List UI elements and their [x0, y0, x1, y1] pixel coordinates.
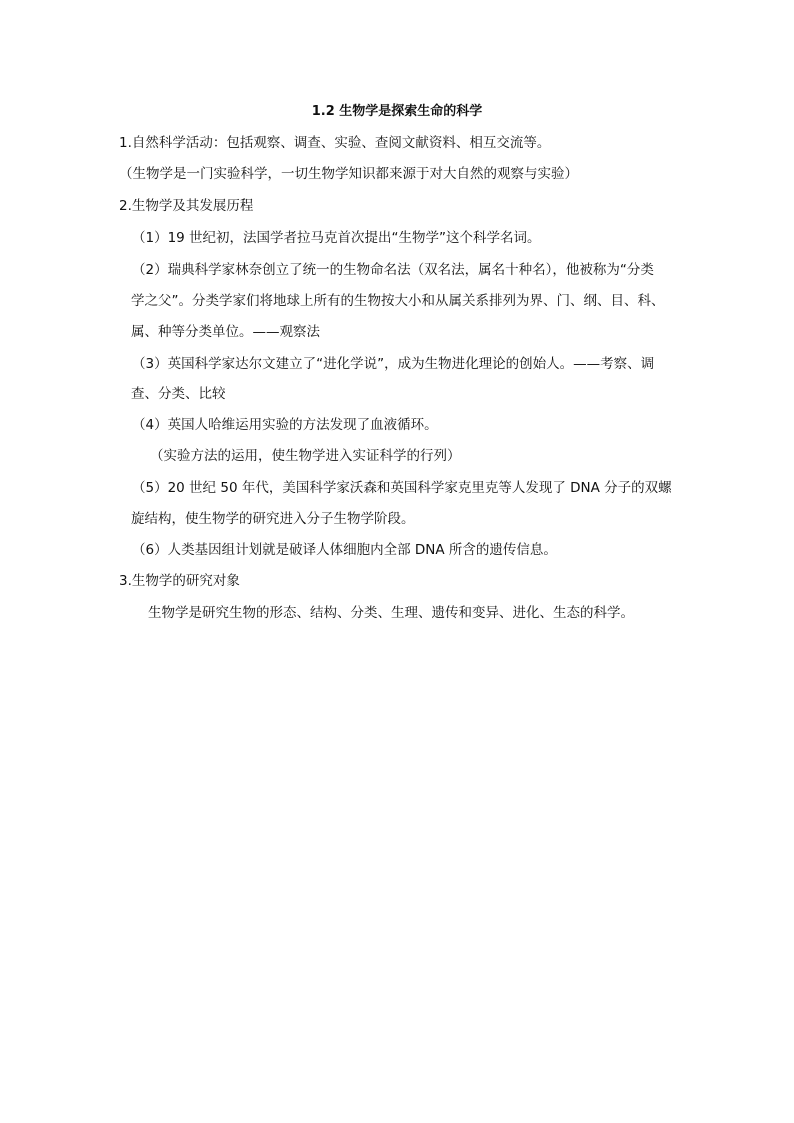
history-item-2-line-1: （2）瑞典科学家林奈创立了统一的生物命名法（双名法，属名十种名），他被称为“分类 [132, 262, 654, 278]
history-item-4-note: （实验方法的运用，使生物学进入实证科学的行列） [150, 448, 461, 464]
history-item-3-line-2: 查、分类、比较 [131, 386, 226, 402]
section-2-heading: 2.生物学及其发展历程 [119, 198, 254, 214]
history-item-5-line-2: 旋结构，使生物学的研究进入分子生物学阶段。 [131, 511, 415, 527]
history-item-1: （1）19 世纪初，法国学者拉马克首次提出“生物学”这个科学名词。 [132, 230, 541, 246]
section-1-heading: 1.自然科学活动：包括观察、调查、实验、查阅文献资料、相互交流等。 [119, 135, 551, 151]
history-item-6: （6）人类基因组计划就是破译人体细胞内全部 DNA 所含的遗传信息。 [132, 542, 557, 558]
history-item-3-line-1: （3）英国科学家达尔文建立了“进化学说”，成为生物进化理论的创始人。——考察、调 [132, 356, 655, 372]
section-1-note: （生物学是一门实验科学，一切生物学知识都来源于对大自然的观察与实验） [119, 166, 578, 182]
history-item-4: （4）英国人哈维运用实验的方法发现了血液循环。 [132, 417, 438, 433]
history-item-5-line-1: （5）20 世纪 50 年代，美国科学家沃森和英国科学家克里克等人发现了 DNA 分子的双螺 [132, 480, 672, 496]
history-item-2-line-3: 属、种等分类单位。——观察法 [131, 324, 320, 340]
page-title: 1.2 生物学是探索生命的科学 [311, 104, 483, 119]
section-3-heading: 3.生物学的研究对象 [119, 573, 240, 589]
section-3-body: 生物学是研究生物的形态、结构、分类、生理、遗传和变异、进化、生态的科学。 [148, 605, 634, 621]
history-item-2-line-2: 学之父”。分类学家们将地球上所有的生物按大小和从属关系排列为界、门、纲、目、科、 [131, 293, 665, 309]
